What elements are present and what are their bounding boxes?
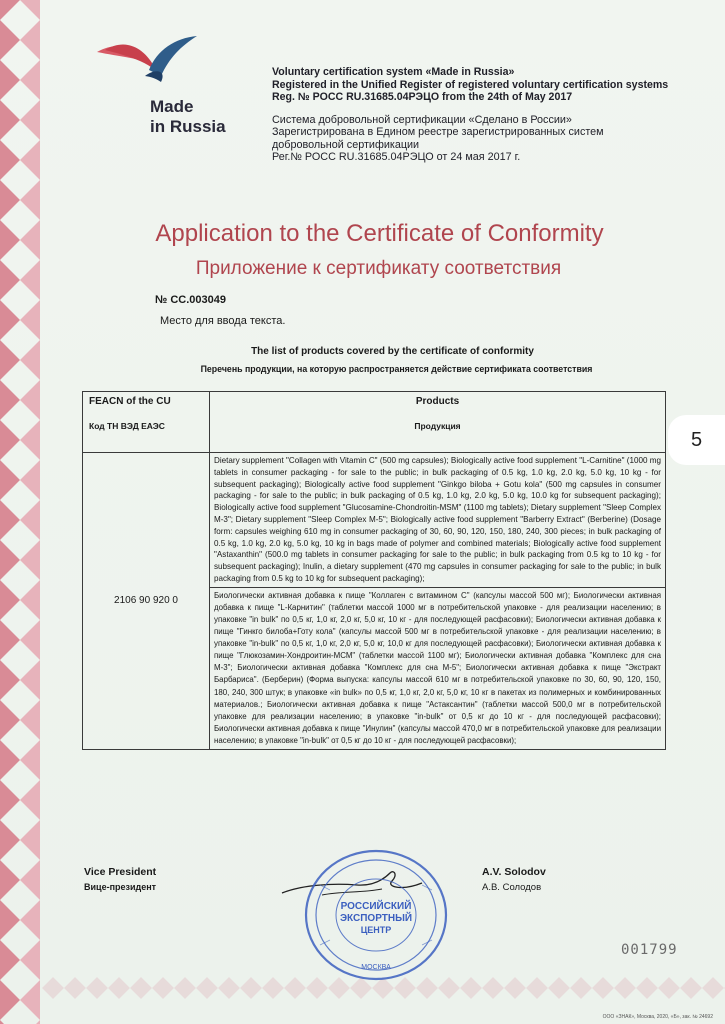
- stamp-text-line3: ЦЕНТР: [360, 925, 392, 935]
- brand-text: [150, 97, 226, 137]
- border-diamond: [0, 100, 20, 140]
- table-header-row: [83, 392, 666, 453]
- print-footer: ООО «ЗНАК», Москва, 2020, «Б», зак. № 24692: [602, 1014, 713, 1020]
- strip-diamond: [108, 977, 130, 999]
- certificate-number: № CC.003049: [155, 294, 226, 306]
- header-english: [272, 66, 702, 104]
- border-diamond: [0, 300, 20, 340]
- border-diamond: [20, 1020, 40, 1024]
- border-diamond: [20, 780, 40, 820]
- header-ru-line: Система добровольной сертификации «Сделано в России»: [272, 114, 572, 126]
- border-diamond: [0, 580, 20, 620]
- header-en-line: Reg. № РОСС RU.31685.04РЭЦО from the 24th of May 2017: [272, 91, 573, 104]
- products-en-cell: Dietary supplement "Collagen with Vitamin C" (500 mg capsules); Biologically active food supplement "L-Carnitine" (1000 mg tablets in consumer packaging - for sale to the public; in bulk packaging of 0.5 kg, 1.0 kg, 2.0 kg, 5.0 kg, 10 kg - for subsequent packaging); Biologically active food supplement "Ginkgo biloba + Gotu kola" (500 mg capsules in consumer packaging - for sale to the public; in bulk packaging of 0.5 kg, 1.0 kg, 2.0 kg, 5.0 kg, 10.0 kg for subsequent packaging); Biologically active food supplement "Glucosamine-Chondroitin-MSM" (1100 mg tablets); Dietary supplement "Sleep Complex M-3"; Dietary supplement "Sleep Complex M-5"; Biologically active food supplement "Barberry Extract" (Berberine) (Dosage form: capsules weighing 610 mg in consumer packaging of 30, 60, 90, 120, 150, 180, 240, 300 pieces; in bulk packaging of 0.5 kg, 1.0 kg, 2.0 kg, 5.0 kg, 10 kg in bags made of polymer and combined materials; Biologically active food supplement "Astaxanthin" (500.0 mg tablets in consumer packaging for sale to the public; in bulk packaging from 0.5 kg to 10 kg - for subsequent packaging); Inulin, a dietary supplement (470 mg capsules in consumer packaging for sale to the public; in bulk packaging from 0.5 kg to 10 kg for subsequent packaging);: [210, 453, 666, 588]
- column-header-code: [83, 392, 210, 453]
- border-diamond: [20, 500, 40, 540]
- border-diamond: [0, 940, 20, 980]
- document-title-en: Application to the Certificate of Conformity: [155, 220, 604, 247]
- border-diamond: [20, 420, 40, 460]
- border-diamond: [20, 460, 40, 500]
- brand-line-2: in Russia: [150, 117, 226, 136]
- header-ru-line: Рег.№ РОСС RU.31685.04РЭЦО от 24 мая 2017 г.: [272, 151, 521, 164]
- strip-diamond: [152, 977, 174, 999]
- header-en-line: Registered in the Unified Register of registered voluntary certification systems: [272, 78, 669, 91]
- strip-diamond: [702, 977, 724, 999]
- border-diamond: [20, 380, 40, 420]
- border-diamond: [20, 300, 40, 340]
- border-diamond: [20, 700, 40, 740]
- list-heading-ru: Перечень продукции, на которую распространяется действие сертификата соответствия: [200, 364, 593, 374]
- serial-number: 001799: [621, 942, 678, 958]
- stamp-text-line2: ЭКСПОРТНЫЙ: [339, 913, 413, 924]
- strip-diamond: [482, 977, 504, 999]
- border-diamond: [0, 860, 20, 900]
- strip-diamond: [240, 977, 262, 999]
- strip-diamond: [570, 977, 592, 999]
- border-diamond: [20, 140, 40, 180]
- brand-line-1: Made: [150, 97, 194, 116]
- border-diamond: [0, 1020, 20, 1024]
- header-russian: [272, 114, 702, 164]
- border-diamond: [0, 20, 20, 60]
- signatory-role-ru: Вице-президент: [84, 882, 157, 892]
- strip-diamond: [86, 977, 108, 999]
- products-table: [82, 391, 666, 750]
- border-diamond: [20, 820, 40, 860]
- border-diamond: [0, 780, 20, 820]
- border-diamond: [0, 620, 20, 660]
- border-diamond: [20, 980, 40, 1020]
- border-diamond: [20, 60, 40, 100]
- header-en-line: Voluntary certification system «Made in Russia»: [272, 66, 515, 78]
- column-header-products-ru: Продукция: [414, 421, 461, 431]
- header-ru-line: Зарегистрирована в Едином реестре зарегистрированных систем: [272, 126, 604, 139]
- border-diamond: [20, 660, 40, 700]
- signatory-name-ru: А.В. Солодов: [482, 882, 542, 893]
- border-diamond: [0, 420, 20, 460]
- strip-diamond: [548, 977, 570, 999]
- border-diamond: [20, 620, 40, 660]
- border-diamond: [20, 0, 40, 20]
- table-row: [83, 453, 666, 588]
- border-diamond: [0, 60, 20, 100]
- border-diamond: [20, 860, 40, 900]
- stamp-text-bottom: МОСКВА: [361, 964, 391, 971]
- signatory-name-en: A.V. Solodov: [482, 866, 546, 878]
- border-diamond: [20, 540, 40, 580]
- border-diamond: [0, 540, 20, 580]
- border-diamond: [0, 180, 20, 220]
- strip-diamond: [64, 977, 86, 999]
- strip-diamond: [196, 977, 218, 999]
- column-header-code-en: FEACN of the CU: [89, 396, 171, 407]
- strip-diamond: [614, 977, 636, 999]
- placeholder-text: Место для ввода текста.: [160, 315, 286, 327]
- strip-diamond: [174, 977, 196, 999]
- strip-diamond: [636, 977, 658, 999]
- products-ru-cell: Биологически активная добавка к пище "Коллаген с витамином С" (капсулы массой 500 мг); Биологически активная добавка к пище "L-Карнитин" (таблетки массой 1000 мг в потребительской упаковке - для реализации населению; в упаковке "in bulk" по 0,5 кг, 1,0 кг, 2,0 кг, 5,0 кг, 10 кг - для последующей расфасовки); Биологически активная добавка к пище "Гинкго билоба+Готу кола" (капсулы массой 500 мг в потребительской упаковке - для реализации населению; в упаковке "in-bulk" по 0,5 кг, 1,0 кг, 2,0 кг, 5,0 кг, 10,0 кг для последующей расфасовки); Биологически активная добавка к пище "Глюкозамин-Хондроитин-МСМ" (таблетки массой 1100 мг); Биологически активная добавка "Комплекс для сна М-3"; Биологически активная добавка "Комплекс для сна М-5"; Биологически активная добавка к пище "Экстракт Барбариса". (Берберин) (Форма выпуска: капсулы массой 610 мг в потребительской упаковке по 30, 60, 90, 120, 150, 180, 240, 300 штук; в упаковке «in bulk» по 0,5 кг, 1,0 кг, 2,0 кг, 5,0 кг, 10 кг в пакетах из полимерных и комбинированных материалов.; Биологически активная добавка к пище "Астаксантин" (таблетки массой 500,0 мг в потребительской упаковке для реализации населению; в упаковке "in-bulk" от 0,5 кг до 10 кг - для последующей расфасовки); Биологически активная добавка к пище "Инулин" (капсулы массой 470,0 мг в потребительской упаковке для реализации населению; в упаковке "in-bulk" от 0,5 кг до 10 кг - для последующей расфасовки);: [210, 587, 666, 749]
- stamp-text-line1: РОССИЙСКИЙ: [340, 901, 412, 912]
- signatory-role-en: Vice President: [84, 866, 157, 878]
- column-header-products: [210, 392, 666, 453]
- border-diamond: [0, 660, 20, 700]
- strip-diamond: [680, 977, 702, 999]
- column-header-products-en: Products: [415, 396, 460, 407]
- strip-diamond: [42, 977, 64, 999]
- border-diamond: [0, 900, 20, 940]
- border-diamond: [0, 460, 20, 500]
- strip-diamond: [504, 977, 526, 999]
- left-diamond-border: [0, 0, 42, 1024]
- border-diamond: [0, 0, 20, 20]
- border-diamond: [0, 980, 20, 1020]
- border-diamond: [0, 500, 20, 540]
- border-diamond: [0, 740, 20, 780]
- border-diamond: [20, 740, 40, 780]
- strip-diamond: [592, 977, 614, 999]
- strip-diamond: [130, 977, 152, 999]
- border-diamond: [20, 180, 40, 220]
- official-seal-stamp: [300, 845, 452, 985]
- border-diamond: [20, 900, 40, 940]
- strip-diamond: [526, 977, 548, 999]
- border-diamond: [0, 700, 20, 740]
- strip-diamond: [262, 977, 284, 999]
- border-diamond: [20, 940, 40, 980]
- feacn-code-cell: 2106 90 920 0: [83, 453, 210, 750]
- strip-diamond: [218, 977, 240, 999]
- column-header-code-ru: Код ТН ВЭД ЕАЭС: [89, 421, 165, 431]
- list-heading-en: The list of products covered by the certificate of conformity: [251, 346, 534, 357]
- header-ru-line: добровольной сертификации: [272, 138, 420, 151]
- border-diamond: [20, 100, 40, 140]
- border-diamond: [20, 20, 40, 60]
- border-diamond: [0, 380, 20, 420]
- border-diamond: [0, 820, 20, 860]
- document-title-ru: Приложение к сертификату соответствия: [195, 258, 562, 279]
- border-diamond: [0, 140, 20, 180]
- border-diamond: [20, 580, 40, 620]
- page-number-tab: 5: [668, 415, 725, 465]
- strip-diamond: [658, 977, 680, 999]
- strip-diamond: [460, 977, 482, 999]
